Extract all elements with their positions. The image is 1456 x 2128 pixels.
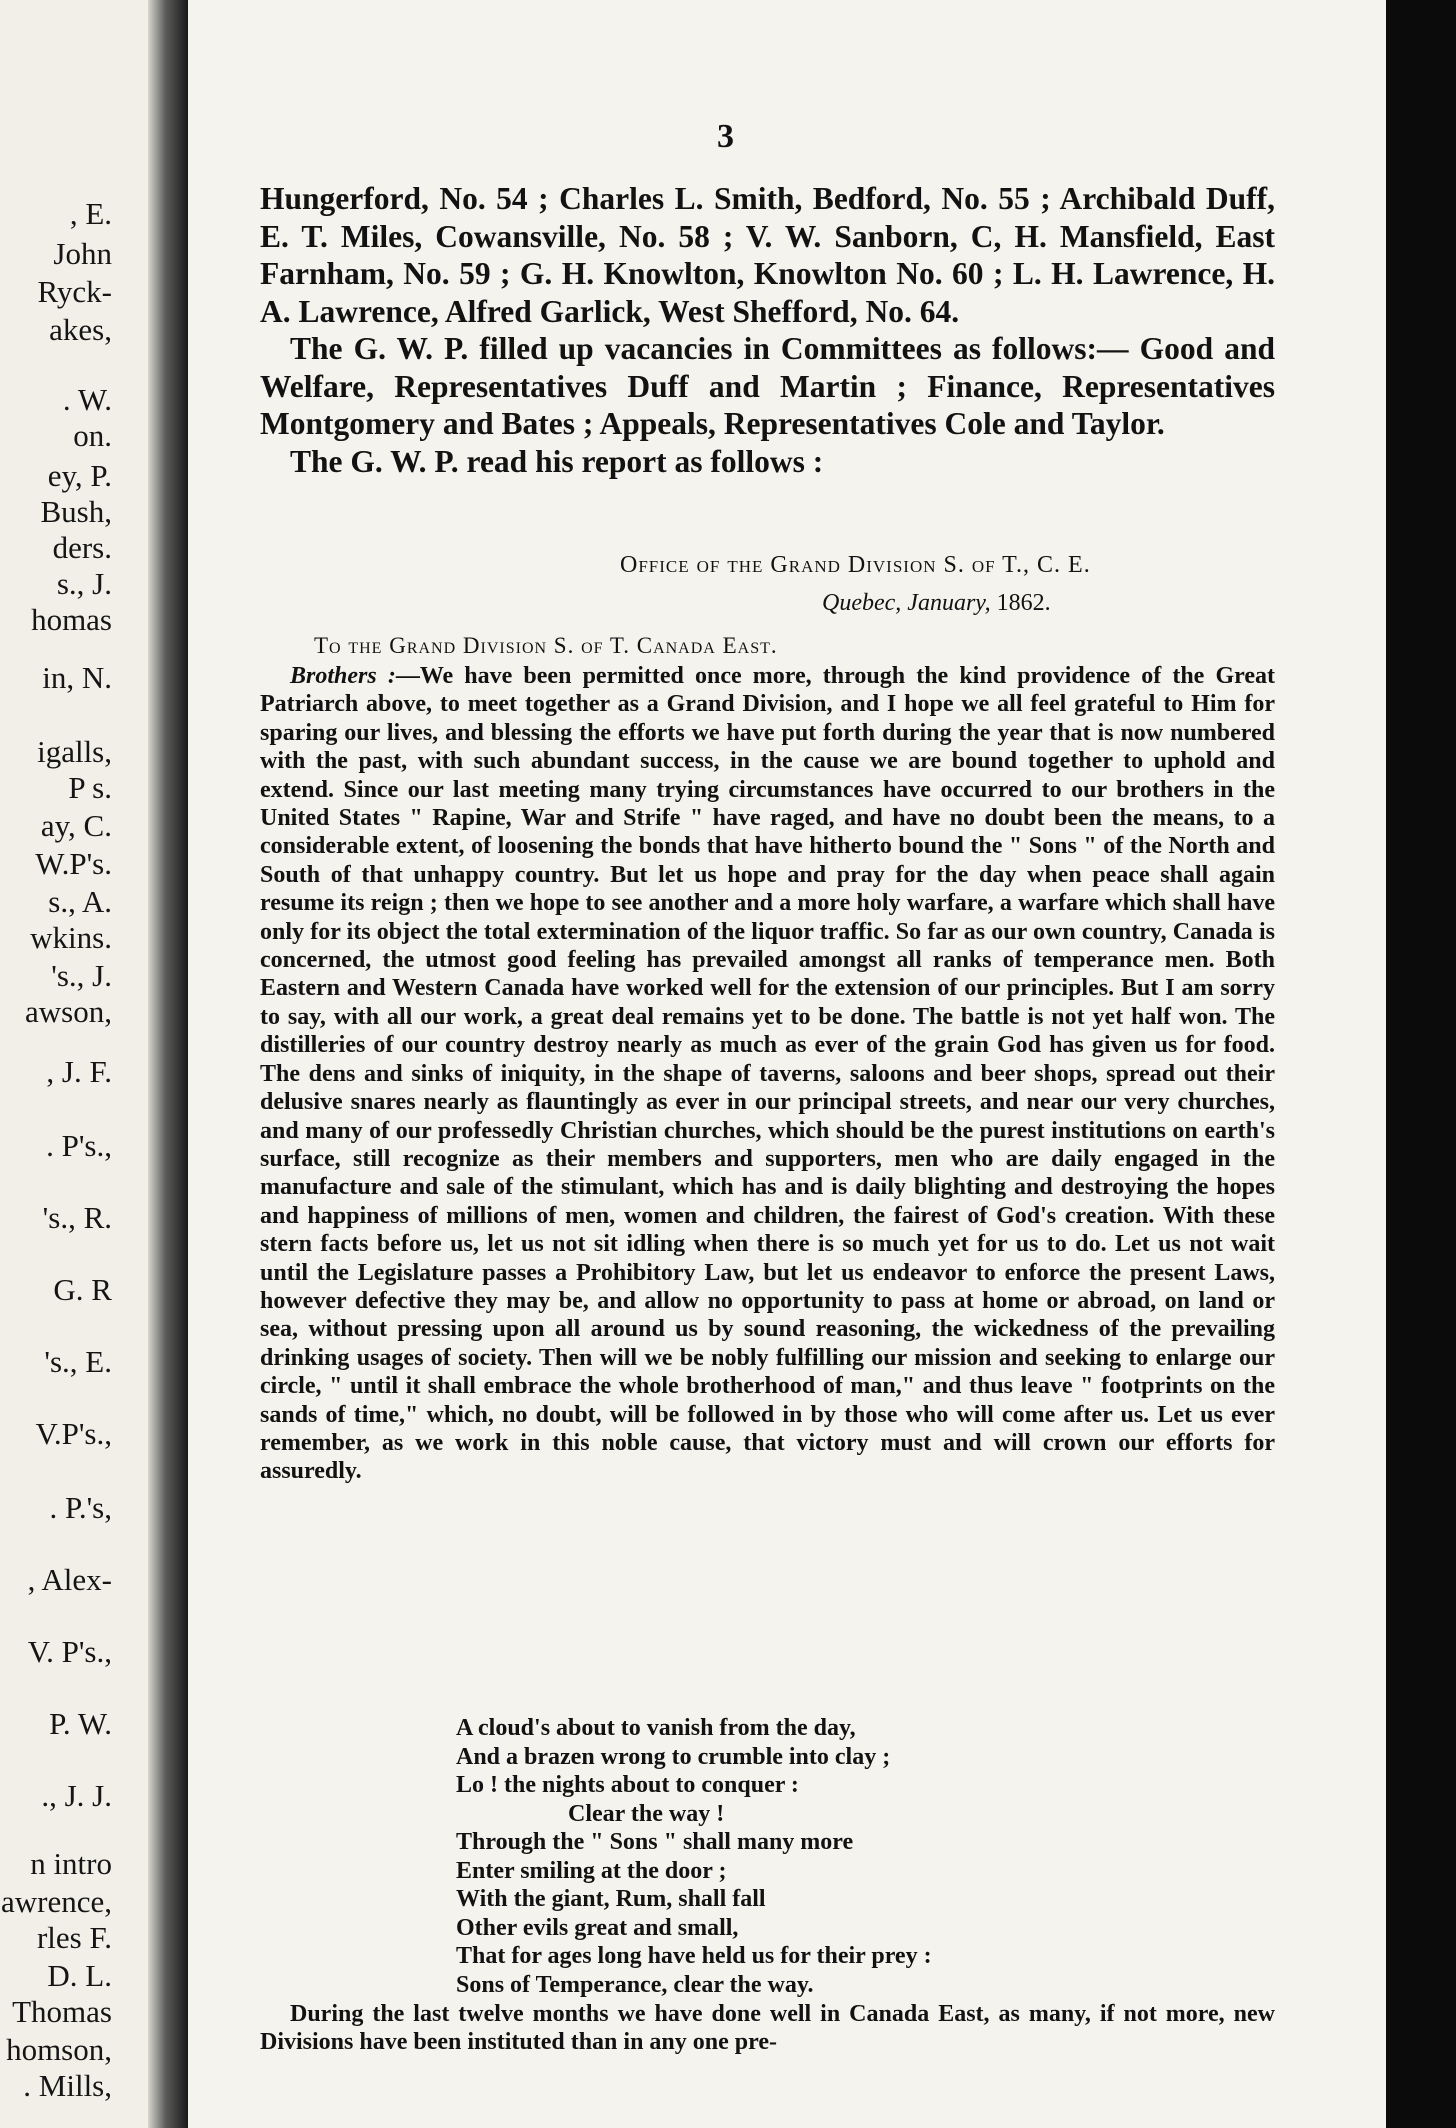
page-shadow-edge (1386, 0, 1456, 2128)
previous-page-line: in, N. (42, 660, 112, 695)
previous-page-line: , Alex- (27, 1562, 112, 1597)
poem-line: Lo ! the nights about to conquer : (456, 1772, 799, 1798)
committees-paragraph: The G. W. P. filled up vacancies in Committees as follows:— Good and Welfare, Representatives Duff and Martin ; Finance, Representatives Montgomery and Bates ; Appeals, Representatives Cole and Taylor. (260, 331, 1275, 441)
letter-lead: Brothers : (290, 663, 396, 689)
date-line (822, 590, 1051, 617)
poem-line: Clear the way ! (568, 1800, 725, 1827)
previous-page-line: G. R (53, 1272, 112, 1307)
previous-page-line: s., J. (56, 566, 112, 601)
poem (456, 1714, 1096, 1999)
previous-page-line: . Mills, (23, 2068, 112, 2103)
letter-paragraph: —We have been permitted once more, through the kind providence of the Great Patriarch above, to meet together as a Grand Division, and I hope we all feel grateful to Him for sparing our lives, and blessing the efforts we have put forth during the year that is now numbered with the past, with such abundant success, in the cause we are bound together to uphold and extend. Since our last meeting many trying circumstances have occurred to our brothers in the United States " Rapine, War and Strife " have raged, and have no doubt been the means, to a considerable extent, of loosening the bonds that have hitherto bound the " Sons " of the North and South of that unhappy country. But let us hope and pray for the day when peace shall again resume its reign ; then we hope to see another and a more holy warfare, a warfare which shall have only for its object the total extermination of the liquor traffic. So far as our own country, Canada is concerned, the utmost good feeling has prevailed amongst all ranks of temperance men. Both Eastern and Western Canada have worked well for the extension of our principles. But I am sorry to say, with all our work, a great deal remains yet to be done. The battle is not yet half won. The distilleries of our country destroy nearly as much as ever of the grain God has given us for food. The dens and sinks of iniquity, in the shape of taverns, saloons and beer shops, spread out their delusive snares nearly as flauntingly as ever in our principal streets, and near our very churches, and many of our professedly Christian churches, which should be the purest institutions on earth's surface, still recognize as their members and supporters, men who are daily engaged in the manufacture and sale of the stimulant, which has and is daily blighting and destroying the hopes and happiness of millions of men, women and children, the fairest of God's creation. With these stern facts before us, let us not sit idling when there is so much yet for us to do. Let us not wait until the Legislature passes a Prohibitory Law, but let us endeavor to enforce the present Laws, however defective they may be, and allow no opportunity to pass at home or abroad, on land or sea, without pressing upon all around us by sound reasoning, the wickedness of the prevailing drinking usages of society. Then will we be nobly fulfilling our mission and seeking to enlarge our circle, " until it shall embrace the whole brotherhood of man," and thus leave " footprints on the sands of time," which, no doubt, will be followed in by those who will come after us. Let us ever remember, as we work in this noble cause, that victory must and will crown our efforts for assuredly. (260, 663, 1276, 1485)
previous-page-line: awson, (25, 994, 112, 1029)
previous-page-line: P s. (68, 770, 112, 805)
date-place: Quebec, January, (822, 590, 991, 616)
letter-body (260, 662, 1275, 1486)
previous-page-line: V. P's., (27, 1634, 112, 1669)
report-intro: The G. W. P. read his report as follows : (290, 443, 824, 479)
previous-page-line: akes, (49, 312, 112, 347)
previous-page-line: ey, P. (47, 458, 112, 493)
document-page (188, 0, 1386, 2128)
office-line: Office of the Grand Division S. of T., C. E. (620, 552, 1091, 578)
previous-page-line: rles F. (36, 1920, 112, 1955)
book-gutter (148, 0, 188, 2128)
previous-page-line: . P.'s, (49, 1490, 112, 1525)
previous-page-line: , E. (69, 196, 112, 231)
previous-page-line: W.P's. (35, 846, 112, 881)
previous-page-line: , J. F. (46, 1054, 112, 1089)
previous-page-line: ders. (52, 530, 112, 565)
previous-page-line: ., J. J. (41, 1778, 112, 1813)
previous-page-line: igalls, (37, 734, 112, 769)
previous-page-line: 's., J. (51, 958, 112, 993)
previous-page-line: . W. (62, 382, 112, 417)
previous-page-line: 's., R. (42, 1200, 112, 1235)
poem-line: A cloud's about to vanish from the day, (456, 1715, 856, 1741)
proceedings-block (260, 180, 1275, 480)
previous-page-line: D. L. (47, 1958, 112, 1993)
poem-line: Sons of Temperance, clear the way. (456, 1971, 814, 1998)
poem-line: Other evils great and small, (456, 1914, 739, 1941)
previous-page-line: homas (31, 602, 112, 637)
previous-page-line: Bush, (40, 494, 112, 529)
date-year: 1862. (996, 590, 1051, 616)
previous-page-line: s., A. (48, 884, 112, 919)
previous-page-line: n intro (30, 1846, 112, 1881)
previous-page-line: wkins. (30, 920, 112, 955)
poem-line: Enter smiling at the door ; (456, 1857, 727, 1884)
previous-page-line: homson, (6, 2032, 112, 2067)
previous-page-line: V.P's., (35, 1416, 112, 1451)
opening-paragraph: Hungerford, No. 54 ; Charles L. Smith, Bedford, No. 55 ; Archibald Duff, E. T. Miles, Cowansville, No. 58 ; V. W. Sanborn, C, H. Mansfield, East Farnham, No. 59 ; G. H. Knowlton, Knowlton No. 60 ; L. H. Lawrence, H. A. Lawrence, Alfred Garlick, West Shefford, No. 64. (260, 181, 1275, 329)
salutation: To the Grand Division S. of T. Canada East. (314, 633, 778, 658)
poem-line: That for ages long have held us for their prey : (456, 1943, 932, 1969)
poem-line: And a brazen wrong to crumble into clay ; (456, 1743, 891, 1770)
previous-page-line: awrence, (1, 1884, 112, 1919)
poem-line: With the giant, Rum, shall fall (456, 1886, 766, 1912)
page-number: 3 (717, 118, 734, 155)
poem-line: Through the " Sons " shall many more (456, 1829, 854, 1855)
closing-paragraph: During the last twelve months we have done well in Canada East, as many, if not more, new Divisions have been instituted than in any one pre- (260, 2001, 1275, 2056)
previous-page-line: P. W. (49, 1706, 112, 1741)
previous-page-line: . P's., (46, 1128, 112, 1163)
previous-page-line: on. (73, 418, 112, 453)
previous-page-line: 's., E. (44, 1344, 112, 1379)
previous-page-fragment (0, 0, 148, 2128)
previous-page-line: Thomas (12, 1994, 112, 2029)
previous-page-line: Ryck- (37, 274, 112, 309)
previous-page-line: John (53, 236, 112, 271)
previous-page-line: ay, C. (40, 808, 112, 843)
